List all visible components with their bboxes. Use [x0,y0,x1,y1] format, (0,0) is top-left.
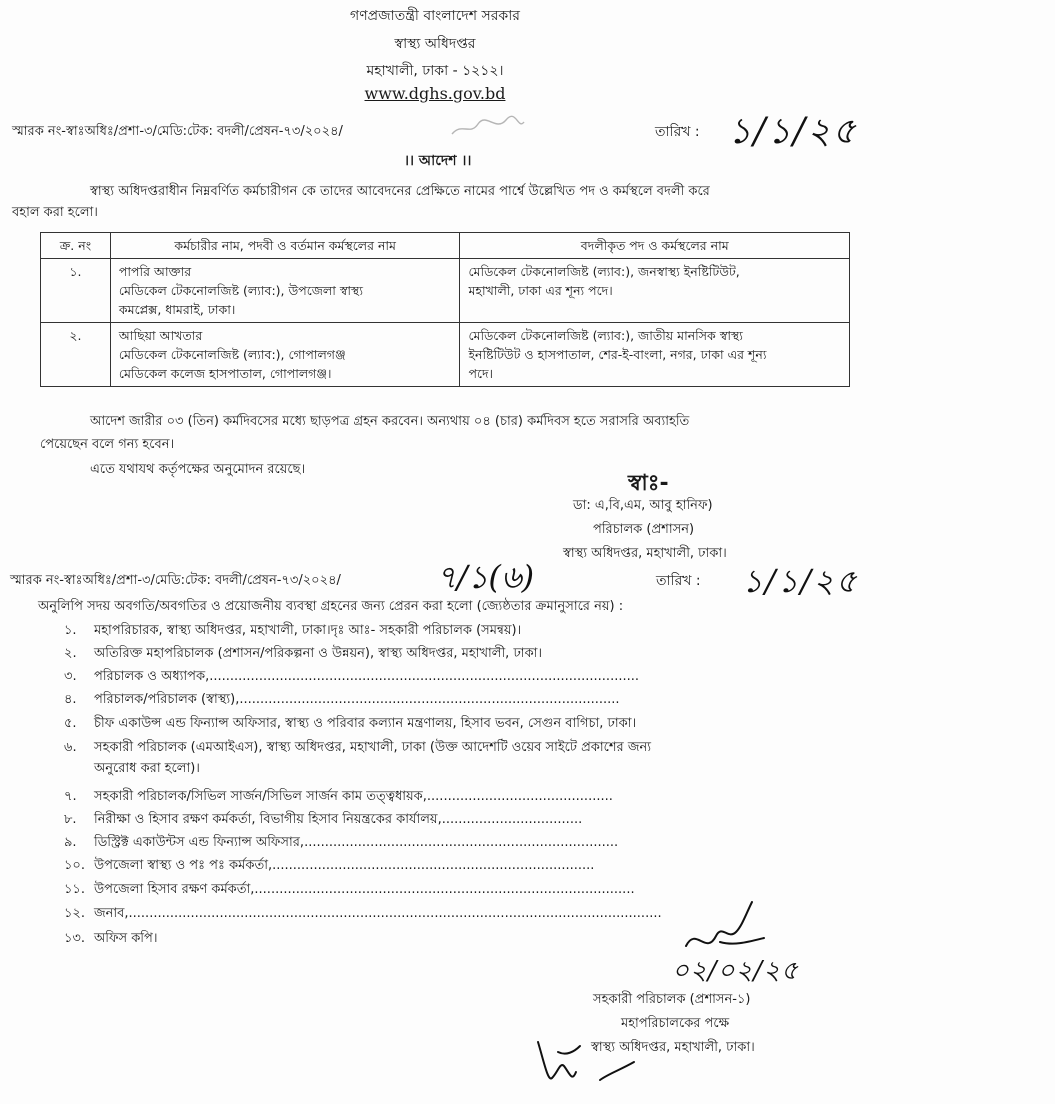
list-number: ৪. [64,692,77,707]
memo-reference-2: স্মারক নং-স্বাঃঅধিঃ/প্রশা-৩/মেডি:টেক: বদলী/প্রেষন-৭৩/২০২৪/ [10,573,341,588]
signatory-name: ডা: এ,বি,এম, আবু হানিফ) [573,498,713,513]
list-text: সহকারী পরিচালক/সিভিল সার্জন/সিভিল সার্জন কাম তত্ত্বধায়ক,............................................. [94,789,613,804]
memo2-date-handwritten: ১/১/২৫ [742,562,859,600]
release-instruction: আদেশ জারীর ০৩ (তিন) কর্মদিবসের মধ্যে ছাড়পত্র গ্রহন করবেন। অন্যথায় ০৪ (চার) কর্মদিবস হতে সরাসরি অব্যাহতি [90,414,690,429]
memo-date-label: তারিখ : [655,124,700,140]
list-text: উপজেলা হিসাব রক্ষণ কর্মকর্তা,............................................................................................ [94,882,635,897]
current-post-line: কমপ্লেক্স, ধামরাই, ঢাকা। [118,302,236,317]
list-text: চীফ একাউন্স এন্ড ফিন্যান্স অফিসার, স্বাস্থ্য ও পরিবার কল্যান মন্ত্রণালয়, হিসাব ভবন, সেগুন বাগিচা, ঢাকা। [94,716,637,731]
list-text-line: অনুরোধ করা হলো)। [94,761,200,776]
current-post-cell [110,323,460,387]
list-item [38,856,594,877]
list-text: মহাপরিচারক, স্বাস্থ্য অধিদপ্তর, মহাখালী, ঢাকা।দৃঃ আঃ- সহকারী পরিচালক (সমন্বয়)। [94,623,522,638]
employee-name: আছিয়া আখতার [118,328,203,343]
office-address: মহাখালী, ঢাকা - ১২১২। [366,63,504,79]
website-link[interactable]: www.dghs.gov.bd [364,84,506,103]
list-number: ১০. [64,858,86,873]
signatory2-title: সহকারী পরিচালক (প্রশাসন-১) [593,992,751,1007]
list-item [38,904,662,925]
serial-cell: ২. [41,323,111,387]
list-number: ১২. [64,906,86,921]
department-name: স্বাস্থ্য অধিদপ্তর [394,36,476,52]
list-number: ৮. [64,812,77,827]
current-post-line: মেডিকেল টেকনোলজিষ্ট (ল্যাব:), গোপালগঞ্জ [118,347,346,362]
list-text: ডিস্ট্রিক্ট একাউন্টস এন্ড ফিন্যান্স অফিসার,............................................................................ [94,835,619,850]
list-text-line: সহকারী পরিচালক (এমআইএস), স্বাস্থ্য অধিদপ্তর, মহাখালী, ঢাকা (উক্ত আদেশটি ওয়েব সাইটে প্রকাশের জন্য [94,740,651,755]
signature-mark: স্বাঃ- [628,471,669,496]
list-item [38,690,620,711]
header-new-post: বদলীকৃত পদ ও কর্মস্থলের নাম [460,233,850,259]
list-number: ১১. [64,882,86,897]
initials-scribble [530,1022,640,1092]
memo-date-handwritten: ১/১/২৫ [728,111,858,152]
order-title: ।। আদেশ ।। [404,153,472,169]
new-post-line: মেডিকেল টেকনোলজিষ্ট (ল্যাব:), জাতীয় মানসিক স্বাস্থ্য [468,328,743,343]
serial-cell: ১. [41,259,111,323]
list-number: ৬. [64,740,77,755]
list-text: জনাব,................................................................................................................................. [94,906,662,921]
approval-note: এতে যথাযথ কর্তৃপক্ষের অনুমোদন রয়েছে। [90,462,306,477]
new-post-line: ইনষ্টিটিউট ও হাসপাতাল, শের-ই-বাংলা, নগর, ঢাকা এর শূন্য [468,347,767,362]
employee-name: পাপরি আক্তার [118,264,192,279]
government-name: গণপ্রজাতন্ত্রী বাংলাদেশ সরকার [350,8,520,24]
list-item [38,714,636,735]
list-text: পরিচালক ও অধ্যাপক,........................................................................................................ [94,669,639,684]
signatory-title: পরিচালক (প্রশাসন) [593,522,695,537]
memo-reference: স্মারক নং-স্বাঃঅধিঃ/প্রশা-৩/মেডি:টেক: বদলী/প্রেষন-৭৩/২০২৪/ [12,124,343,139]
list-number: ৯. [64,835,77,850]
transfer-table [40,232,850,387]
copy-intro: অনুলিপি সদয় অবগতি/অবগতির ও প্রয়োজনীয় ব্যবস্থা গ্রহনের জন্য প্রেরন করা হলো (জ্যেষ্ঠতার ক্রমানুসারে নয়) : [38,599,624,614]
new-post-line: মহাখালী, ঢাকা এর শূন্য পদে। [468,283,613,298]
list-item [38,810,582,831]
list-item [38,644,542,665]
list-number: ৩. [64,669,77,684]
table-row [41,323,850,387]
list-text: পরিচালক/পরিচালক (স্বাস্থ্য),............................................................................................ [94,692,620,707]
new-post-line: পদে। [468,366,494,381]
scribble-mark [448,112,528,142]
list-item [38,833,618,854]
list-text: উপজেলা স্বাস্থ্য ও পঃ পঃ কর্মকর্তা,.............................................................................. [94,858,595,873]
intro-text: স্বাস্থ্য অধিদপ্তরাধীন নিম্নবর্ণিত কর্মচারীগন কে তাদের আবেদনের প্রেক্ষিতে নামের পার্শ্বে উল্লেখিত পদ ও কর্মস্থলে বদলী করে [90,184,710,199]
list-item [38,621,521,642]
table-row [41,259,850,323]
list-number: ২. [64,646,77,661]
memo-reference-handwritten: ৭/১(৬) [436,558,535,596]
intro-text-continued: বহাল করা হলো। [12,205,98,220]
release-instruction-continued: পেয়েছেন বলে গন্য হবেন। [40,437,175,452]
list-text [94,738,651,780]
table-header-row [41,233,850,259]
list-number: ১৩. [64,931,86,946]
current-post-cell [110,259,460,323]
signatory2-on-behalf: মহাপরিচালকের পক্ষে [621,1016,730,1031]
list-number: ৫. [64,716,77,731]
new-post-cell [460,259,850,323]
list-item [38,929,158,950]
list-item [38,738,651,780]
header-current-post: কর্মচারীর নাম, পদবী ও বর্তমান কর্মস্থলের নাম [110,233,460,259]
list-number: ৭. [64,789,77,804]
new-post-line: মেডিকেল টেকনোলজিষ্ট (ল্যাব:), জনস্বাস্থ্য ইনষ্টিটিউট, [468,264,740,279]
signature-date-handwritten: ০২/০২/২৫ [672,956,799,986]
list-text: অতিরিক্ত মহাপরিচালক (প্রশাসন/পরিকল্পনা ও উন্নয়ন), স্বাস্থ্য অধিদপ্তর, মহাখালী, ঢাকা। [94,646,543,661]
list-item [38,787,613,808]
new-post-cell [460,323,850,387]
signatory-office: স্বাস্থ্য অধিদপ্তর, মহাখালী, ঢাকা। [563,546,727,561]
list-item [38,880,635,901]
list-item [38,667,639,688]
signatory2-office: স্বাস্থ্য অধিদপ্তর, মহাখালী, ঢাকা। [591,1040,755,1055]
memo2-date-label: তারিখ : [656,573,701,589]
list-number: ১. [64,623,77,638]
list-text: অফিস কপি। [94,931,158,946]
list-text: নিরীক্ষা ও হিসাব রক্ষণ কর্মকর্তা, বিভাগীয় হিসাব নিয়ন্ত্রকের কার্যালয়,.................................. [94,812,583,827]
current-post-line: মেডিকেল কলেজ হাসপাতাল, গোপালগঞ্জ। [118,366,332,381]
header-serial: ক্র. নং [41,233,111,259]
current-post-line: মেডিকেল টেকনোলজিষ্ট (ল্যাব:), উপজেলা স্বাস্থ্য [118,283,363,298]
